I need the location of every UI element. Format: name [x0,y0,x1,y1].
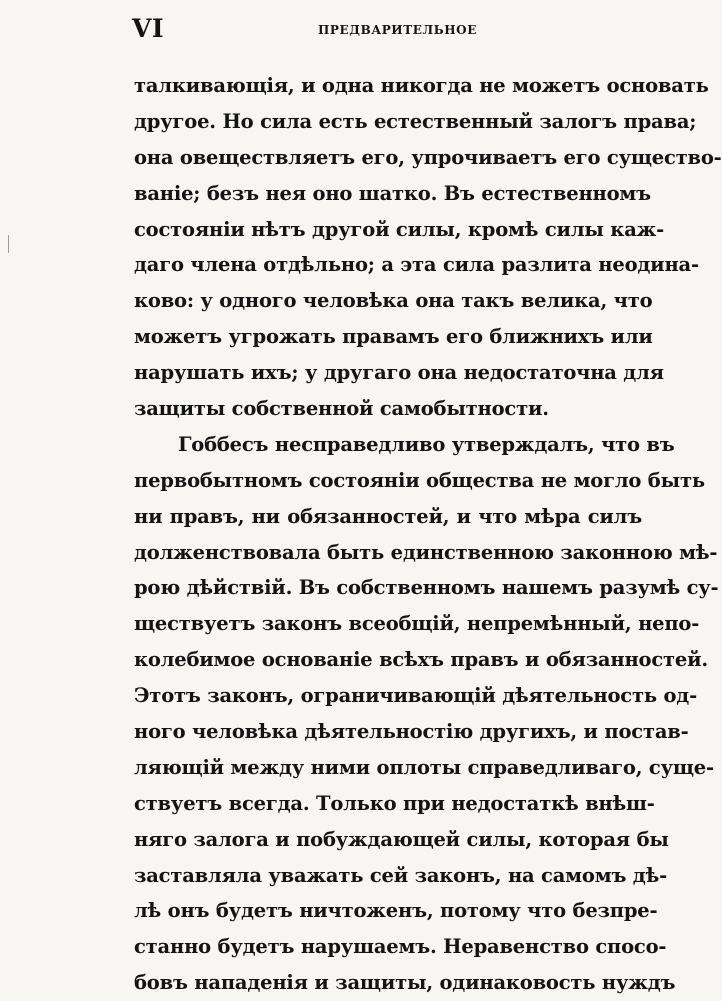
text-line: няго залога и побуждающей силы, которая бы [134,827,669,851]
text-line: долженствовала быть единственною законною мѣ- [134,540,718,564]
running-head: ПРЕДВАРИТЕЛЬНОЕ [318,23,477,37]
page-header [132,14,642,48]
body-text [134,68,722,1001]
text-line: лѣ онъ будетъ ничтоженъ, потому что безпре- [134,899,658,923]
text-line: даго члена отдѣльно; а эта сила разлита неодина- [134,253,699,277]
page-number: VI [132,14,165,43]
text-line: колебимое основаніе всѣхъ правъ и обязанностей. [134,648,708,672]
paragraph-end-line: защиты собственной самобытности. [134,397,549,421]
text-line: ни правъ, ни обязанностей, и что мѣра силъ [134,504,642,528]
text-line: бовъ нападенія и защиты, одинаковость нуждъ [134,971,676,995]
text-line: талкивающія, и одна никогда не можетъ основать [134,74,709,97]
text-line: рою дѣйствій. Въ собственномъ нашемъ разумѣ су- [134,576,719,600]
text-line: ково: у одного человѣка она такъ велика, что [134,289,653,313]
text-line: ствуетъ всегда. Только при недостаткѣ внѣш- [134,791,655,815]
text-line: можетъ угрожать правамъ его ближнихъ или [134,325,653,349]
text-line: Этотъ законъ, ограничивающій дѣятельность од- [134,684,697,708]
text-line: станно будетъ нарушаемъ. Неравенство спосо- [134,935,667,959]
text-line: другое. Но сила есть естественный залогъ права; [134,109,697,133]
text-line: ществуетъ законъ всеобщій, непремѣнный, непо- [134,612,700,636]
text-line: ного человѣка дѣятельностію другихъ, и постав- [134,720,689,744]
text-line: первобытномъ состояніи общества не могло быть [134,468,705,492]
text-line: ляющій между ними оплоты справедливаго, суще- [134,755,714,779]
margin-mark [8,235,9,253]
text-line: заставляла уважать сей законъ, на самомъ дѣ- [134,863,667,887]
text-line: состояніи нѣтъ другой силы, кромѣ силы каж- [134,217,665,241]
paragraph-start-line: Гоббесъ несправедливо утверждалъ, что въ [178,432,675,456]
text-line: она овеществляетъ его, упрочиваетъ его существо- [134,145,722,169]
text-line: ваніе; безъ нея оно шатко. Въ естественномъ [134,181,651,205]
text-line: нарушать ихъ; у другаго она недостаточна для [134,361,664,385]
